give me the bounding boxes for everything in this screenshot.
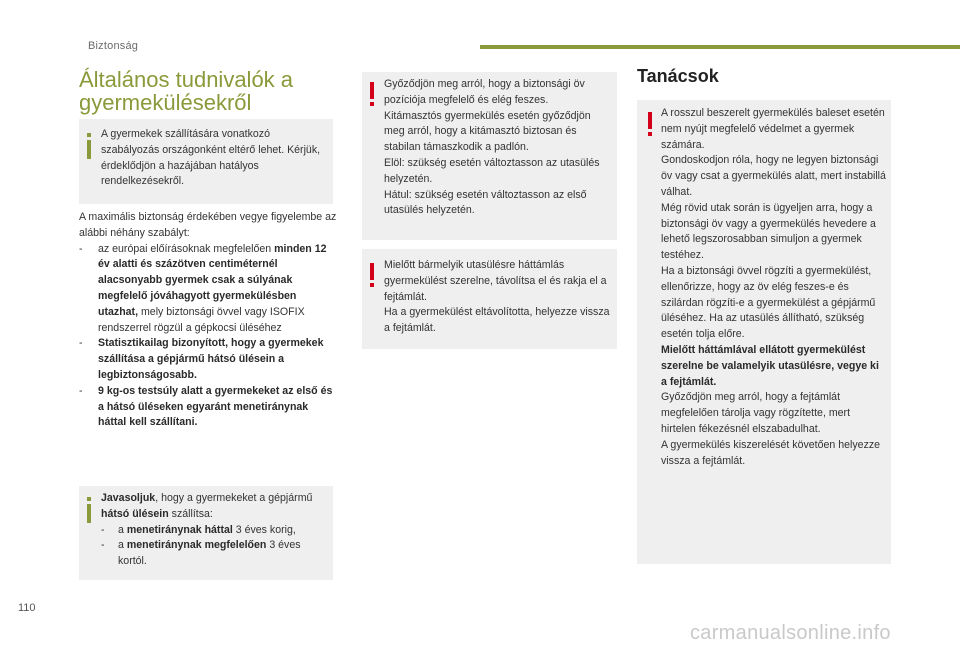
page-number: 110 — [18, 602, 36, 614]
tips-paragraph-bold — [661, 343, 887, 390]
tips-bold-text: Mielőtt háttámlával ellátott gyermekülést szerelne be valamelyik utasülésre, vegye ki a fejtámlát. — [661, 343, 879, 388]
recommendation-end: szállítsa: — [168, 507, 213, 520]
item-2-pre: a — [118, 539, 127, 552]
tips-paragraph: A gyermekülés kiszerelését követően helyezze vissza a fejtámlát. — [661, 438, 881, 467]
item-1-end: 3 éves korig, — [232, 523, 296, 536]
tips-paragraph: Még rövid utak során is ügyeljen arra, hogy a biztonsági öv vagy a gyermekülés hevedere a lehető legszorosabban simuljon a gyermek testéhez. — [661, 201, 876, 262]
rule-item-1 — [79, 242, 337, 337]
item-2-bold: menetiránynak megfelelően — [126, 539, 267, 552]
warning-box-headrest — [362, 249, 617, 349]
recommendation-intro — [101, 491, 329, 523]
header-accent-bar — [480, 45, 960, 49]
info-box-recommendation-text — [101, 491, 329, 570]
item-dash: - — [101, 523, 105, 536]
rule-2-bold: Statisztikailag bizonyított, hogy a gyermekek szállítása a gépjármű hátsó ülésein a legbiztonságosabb. — [98, 337, 324, 381]
item-2-end: 3 éves kortól. — [118, 539, 301, 568]
recommendation-mid: , hogy a gyermekeket a gépjármű — [155, 492, 313, 504]
rule-item-3 — [79, 384, 337, 431]
rule-1-rest: mely biztonsági övvel vagy ISOFIX rendszerrel rögzül a gépkocsi üléséhez — [98, 305, 305, 334]
page-title: Általános tudnivalók a gyermekülésekről — [79, 67, 294, 115]
tips-text — [661, 106, 887, 469]
warning-line: Mielőtt bármelyik utasülésre háttámlás gyermekülést szerelne, távolítsa el és rakja el a fejtámlát. — [384, 259, 607, 303]
recommendation-item-1 — [101, 523, 329, 539]
rule-1-bold: minden 12 év alatti és százötven centiméternél alacsonyabb gyermek csak a súlyának megfelelő jóváhagyott gyermekülésben utazhat, — [98, 242, 327, 318]
tips-paragraph: Győződjön meg arról, hogy a fejtámlát megfelelően tárolja vagy rögzítette, mert hirtelen fékezésnél elszabadulhat. — [661, 391, 851, 435]
rule-dash: - — [79, 337, 83, 350]
watermark-text: carmanualsonline.info — [690, 622, 891, 644]
warning-box-seatbelt — [362, 72, 617, 240]
warning-line: Ha a gyermekülést eltávolította, helyezze vissza a fejtámlát. — [384, 306, 610, 335]
info-box-regulations — [79, 119, 333, 204]
rule-item-2 — [79, 336, 337, 383]
rules-intro: A maximális biztonság érdekében vegye figyelembe az alábbi néhány szabályt: — [79, 211, 337, 239]
warning-line: Kitámasztós gyermekülés esetén győződjön meg arról, hogy a kitámasztó biztosan és stabilan támaszkodik a padlón. — [384, 109, 591, 154]
warning-line: Hátul: szükség esetén változtasson az első utasülés helyzetén. — [384, 188, 587, 217]
info-box-recommendation — [79, 486, 333, 580]
recommendation-bold: Javasoljuk — [101, 492, 156, 504]
rule-dash: - — [79, 242, 83, 255]
rules-block — [79, 210, 337, 431]
rule-dash: - — [79, 384, 83, 397]
warning-line: Elöl: szükség esetén változtasson az utasülés helyzetén. — [384, 156, 600, 185]
item-1-pre: a — [118, 523, 127, 536]
warning-seatbelt-text — [384, 77, 614, 219]
tips-paragraph: Ha a biztonsági övvel rögzíti a gyermekülést, ellenőrizze, hogy az öv elég feszes-e és szilárdan rögzíti-e a gyermekülést a gépjármű üléséhez. Ha az utasülés állítható, szükség esetén tolja előre. — [661, 264, 876, 341]
rule-1-pre: az európai előírásoknak megfelelően — [98, 242, 272, 255]
rule-3-bold: 9 kg-os testsúly alatt a gyermekeket az első és a hátsó üléseken egyaránt menetiránynak háttal kell szállítani. — [98, 384, 333, 429]
warning-headrest-text — [384, 258, 614, 337]
tips-paragraph: Gondoskodjon róla, hogy ne legyen biztonsági öv vagy csat a gyermekülés alatt, mert instabillá válhat. — [661, 154, 886, 198]
section-label: Biztonság — [88, 40, 139, 52]
tips-heading: Tanácsok — [637, 66, 719, 86]
recommendation-bold-2: hátsó ülésein — [101, 507, 169, 520]
recommendation-item-2 — [101, 538, 329, 570]
warning-box-tips — [637, 100, 891, 564]
info-box-regulations-text: A gyermekek szállítására vonatkozó szabályozás országonként eltérő lehet. Kérjük, érdeklődjön a hazájában hatályos rendelkezésekről. — [101, 128, 321, 188]
item-1-bold: menetiránynak háttal — [126, 523, 233, 536]
tips-paragraph: A rosszul beszerelt gyermekülés baleset esetén nem nyújt megfelelő védelmet a gyermek számára. — [661, 107, 885, 151]
warning-line: Győződjön meg arról, hogy a biztonsági öv pozíciója megfelelő és elég feszes. — [384, 78, 585, 106]
item-dash: - — [101, 539, 105, 552]
